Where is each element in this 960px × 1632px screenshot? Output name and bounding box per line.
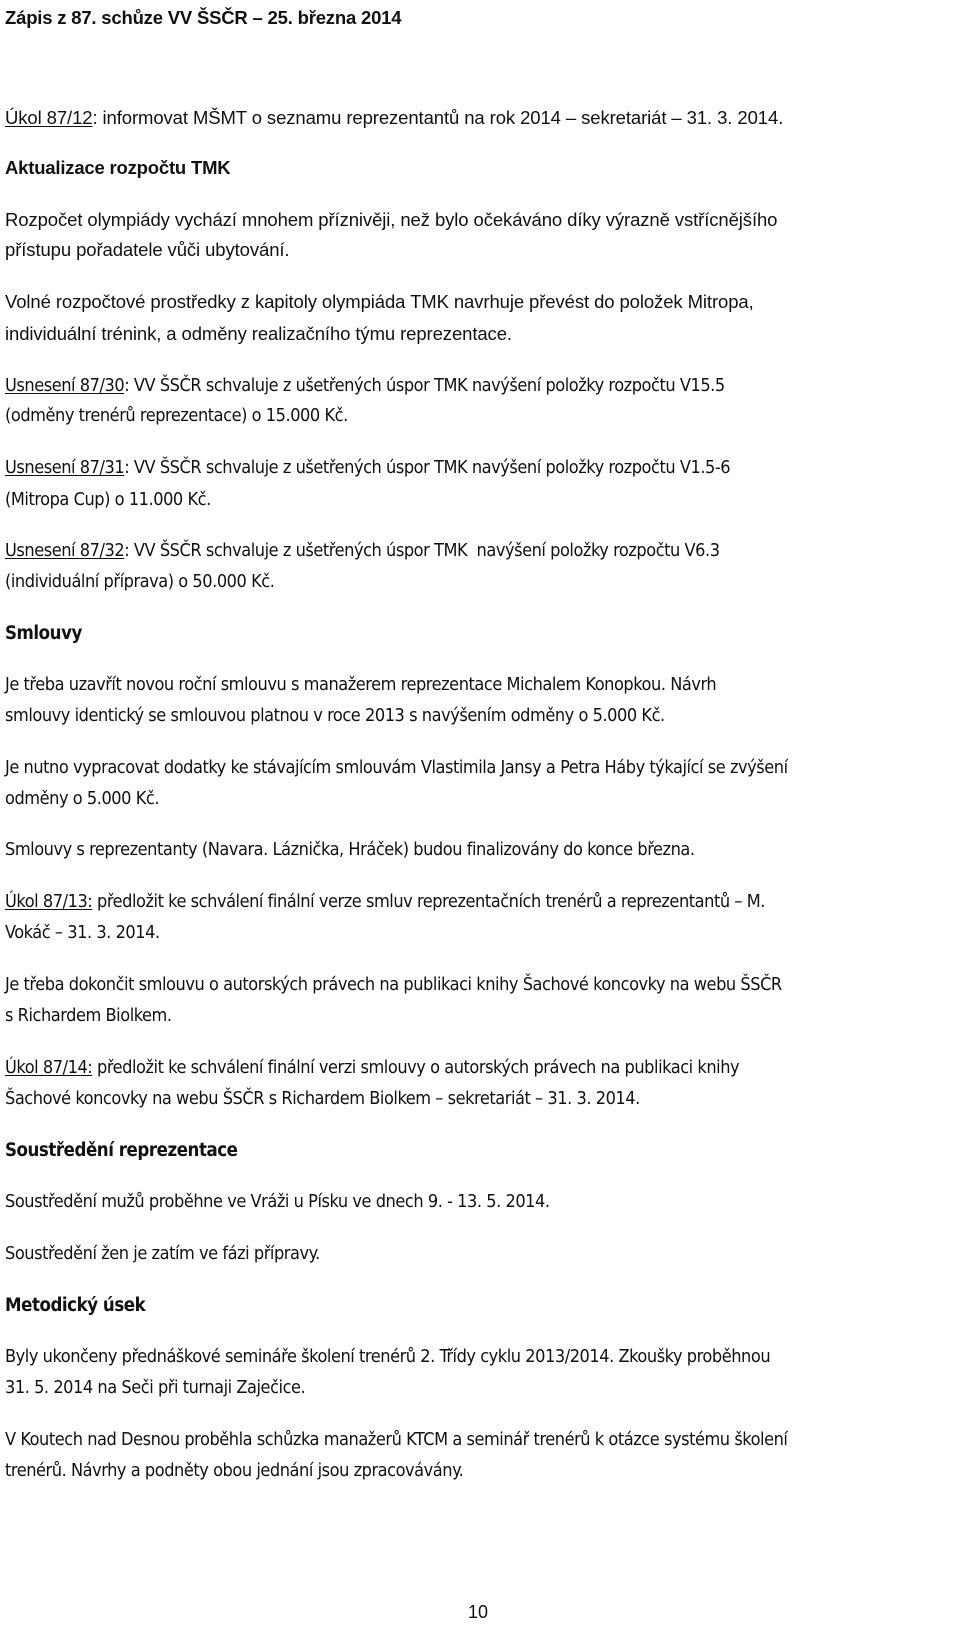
resolution-line: (Mitropa Cup) o 11.000 Kč.	[5, 489, 211, 510]
resolution-87-30	[5, 374, 725, 398]
task-87-14	[5, 1056, 739, 1080]
section-heading-methodical: Metodický úsek	[5, 1295, 146, 1316]
task-line: Šachové koncovky na webu ŠSČR s Richardem Biolkem – sekretariát – 31. 3. 2014.	[5, 1088, 640, 1109]
paragraph-line: individuální trénink, a odměny realizačního týmu reprezentace.	[5, 323, 512, 344]
paragraph-line: V Koutech nad Desnou proběhla schůzka manažerů KTCM a seminář trenérů k otázce systému školení	[5, 1429, 788, 1450]
paragraph-line: smlouvy identický se smlouvou platnou v roce 2013 s navýšením odměny o 5.000 Kč.	[5, 705, 665, 726]
resolution-text: : VV ŠSČR schvaluje z ušetřených úspor TMK navýšení položky rozpočtu V15.5	[124, 375, 725, 396]
resolution-87-32	[5, 539, 720, 563]
task-87-12	[5, 106, 783, 130]
resolution-ref: Usnesení 87/31	[5, 457, 125, 478]
task-ref: Úkol 87/12	[5, 107, 93, 128]
paragraph-line: Soustředění mužů proběhne ve Vráži u Písku ve dnech 9. - 13. 5. 2014.	[5, 1191, 550, 1212]
resolution-text: : VV ŠSČR schvaluje z ušetřených úspor TMK navýšení položky rozpočtu V6.3	[124, 540, 720, 561]
paragraph-line: odměny o 5.000 Kč.	[5, 788, 160, 809]
task-text: předložit ke schválení finální verze smluv reprezentačních trenérů a reprezentantů – M.	[92, 891, 765, 912]
resolution-ref: Usnesení 87/30	[5, 375, 125, 396]
paragraph-line: Je třeba dokončit smlouvu o autorských právech na publikaci knihy Šachové koncovky na webu ŠSČR	[5, 974, 782, 995]
task-line: Vokáč – 31. 3. 2014.	[5, 922, 160, 943]
section-heading-budget: Aktualizace rozpočtu TMK	[5, 157, 231, 178]
paragraph-line: trenérů. Návrhy a podněty obou jednání jsou zpracovávány.	[5, 1460, 464, 1481]
paragraph-line: Smlouvy s reprezentanty (Navara. Láznička, Hráček) budou finalizovány do konce března.	[5, 839, 695, 860]
task-text: předložit ke schválení finální verzi smlouvy o autorských právech na publikaci knihy	[92, 1057, 740, 1078]
page-number: 10	[468, 1602, 489, 1622]
paragraph-line: Je třeba uzavřít novou roční smlouvu s manažerem reprezentace Michalem Konopkou. Návrh	[5, 674, 717, 695]
task-text: : informovat MŠMT o seznamu reprezentantů na rok 2014 – sekretariát – 31. 3. 2014.	[92, 107, 784, 128]
task-ref: Úkol 87/13:	[5, 891, 93, 912]
resolution-text: : VV ŠSČR schvaluje z ušetřených úspor TMK navýšení položky rozpočtu V1.5-6	[124, 457, 731, 478]
paragraph-line: přístupu pořadatele vůči ubytování.	[5, 239, 290, 260]
resolution-87-31	[5, 456, 730, 480]
task-87-13	[5, 890, 765, 914]
paragraph-line: Rozpočet olympiády vychází mnohem příznivěji, než bylo očekáváno díky výrazně vstřícnějšího	[5, 209, 778, 230]
document-title: Zápis z 87. schůze VV ŠSČR – 25. března 2014	[5, 7, 402, 28]
section-heading-training-camp: Soustředění reprezentace	[5, 1140, 238, 1161]
task-ref: Úkol 87/14:	[5, 1057, 93, 1078]
paragraph-line: Soustředění žen je zatím ve fázi přípravy.	[5, 1243, 320, 1264]
paragraph-line: Byly ukončeny přednáškové semináře školení trenérů 2. Třídy cyklu 2013/2014. Zkoušky proběhnou	[5, 1346, 771, 1367]
paragraph-line: 31. 5. 2014 na Seči při turnaji Zaječice.	[5, 1377, 306, 1398]
resolution-ref: Usnesení 87/32	[5, 540, 125, 561]
resolution-line: (individuální příprava) o 50.000 Kč.	[5, 571, 275, 592]
paragraph-line: Volné rozpočtové prostředky z kapitoly olympiáda TMK navrhuje převést do položek Mitropa,	[5, 291, 754, 312]
paragraph-line: Je nutno vypracovat dodatky ke stávajícím smlouvám Vlastimila Jansy a Petra Háby týkající se zvýšení	[5, 757, 788, 778]
document-page	[5, 0, 955, 1632]
section-heading-contracts: Smlouvy	[5, 623, 82, 644]
paragraph-line: s Richardem Biolkem.	[5, 1005, 172, 1026]
resolution-line: (odměny trenérů reprezentace) o 15.000 Kč.	[5, 405, 348, 426]
